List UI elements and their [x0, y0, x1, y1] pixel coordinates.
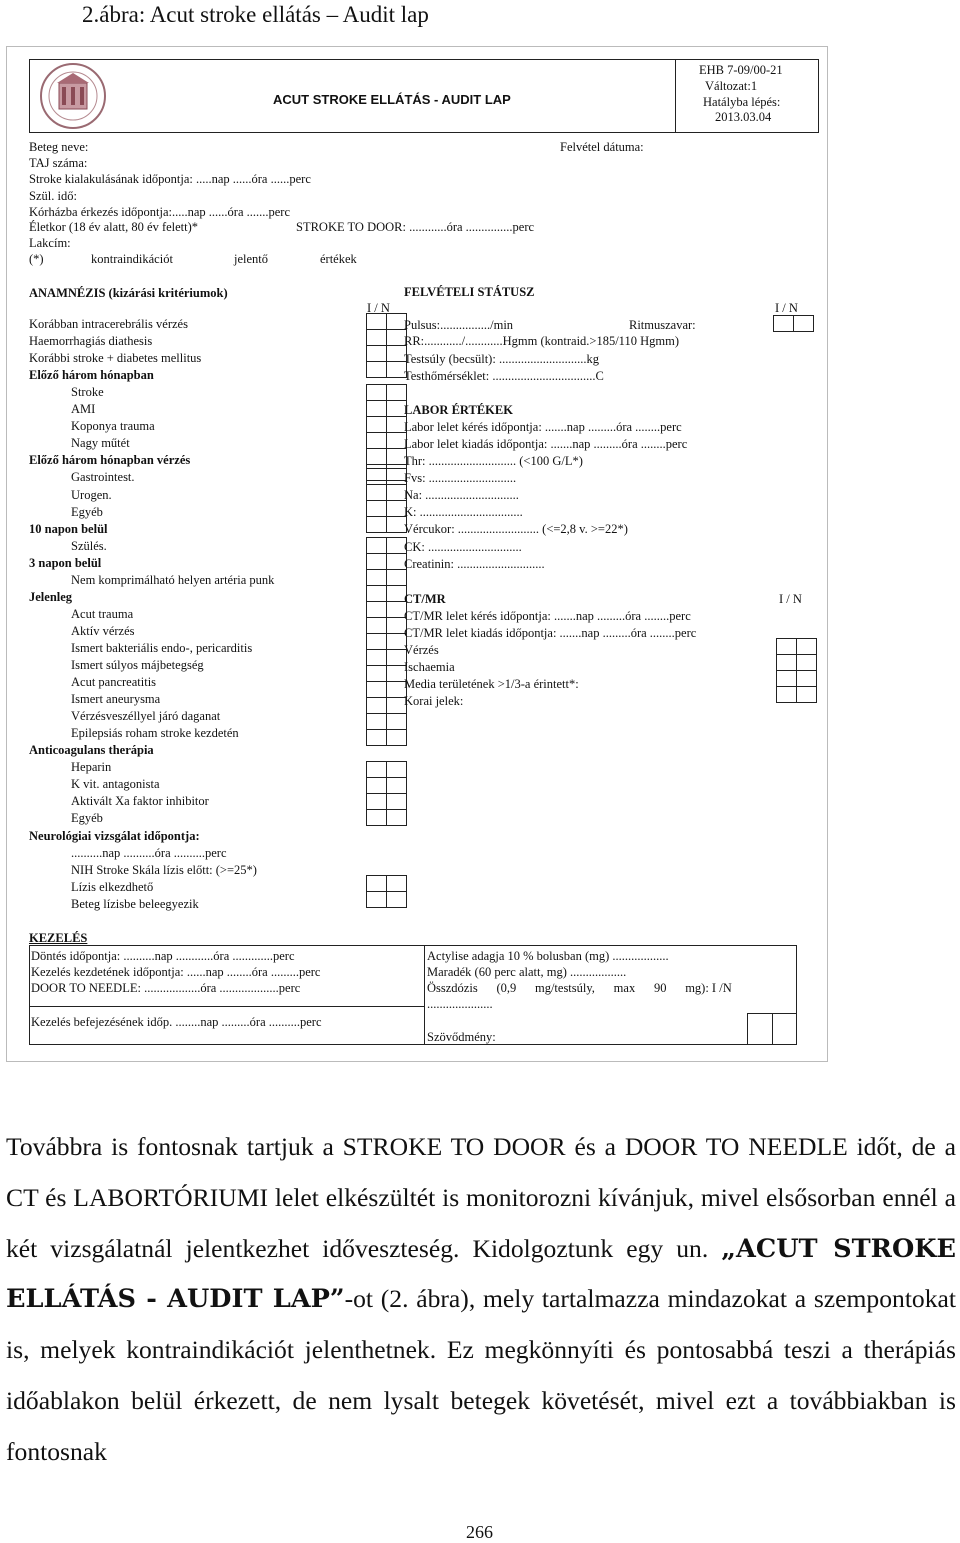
checkbox-cell[interactable]	[366, 891, 387, 908]
anamnezis-item: Aktív vérzés	[71, 624, 135, 638]
anamnezis-title: ANAMNÉZIS (kizárási kritériumok)	[29, 286, 228, 300]
anamnezis-item: Ismert bakteriális endo-, pericarditis	[71, 641, 253, 655]
remainder-dose-field[interactable]: Maradék (60 perc alatt, mg) ..................	[427, 965, 627, 979]
taj-field[interactable]: TAJ száma:	[29, 156, 88, 170]
checkbox-cell[interactable]	[366, 448, 387, 465]
checkbox-cell[interactable]	[386, 384, 407, 401]
anamnezis-item: Egyéb	[71, 811, 103, 825]
checkbox-cell[interactable]	[366, 761, 387, 778]
anamnezis-checkbox-grid-5[interactable]	[367, 602, 407, 746]
birth-field[interactable]: Szül. idő:	[29, 189, 77, 203]
status-in-header: I / N	[775, 301, 798, 315]
anamnezis-item: K vit. antagonista	[71, 777, 160, 791]
anamnezis-item: Epilepsiás roham stroke kezdetén	[71, 726, 239, 740]
checkbox-cell[interactable]	[366, 713, 387, 730]
body-text-part-2: -ot (2. ábra), mely tartalmazza mindazokat a szempontokat is, melyek kontraindikációt jelenthetnek. Ez megkönnyíti és pontosabbá teszi a therápiás időablakon belül érkezett, de nem lysalt betegek követését, mivel ezt a továbbiakban is fontosnak	[6, 1284, 957, 1466]
anamnezis-checkbox-grid-7[interactable]	[367, 876, 407, 908]
checkbox-cell[interactable]	[366, 793, 387, 810]
anamnezis-item: Szülés.	[71, 539, 107, 553]
checkbox-cell[interactable]	[366, 809, 387, 826]
checkbox-cell[interactable]	[366, 665, 387, 682]
checkbox-cell[interactable]	[366, 384, 387, 401]
anamnezis-checkbox-grid-2[interactable]	[367, 385, 407, 481]
anamnezis-item: Vérzésveszéllyel járó daganat	[71, 709, 221, 723]
ctmr-field[interactable]: Korai jelek:	[404, 694, 464, 708]
anamnezis-checkbox-grid-4[interactable]	[367, 538, 407, 602]
age-field[interactable]: Életkor (18 év alatt, 80 év felett)*	[29, 220, 199, 234]
audit-form	[6, 46, 828, 1062]
anamnezis-in-header: I / N	[367, 301, 390, 315]
anamnezis-item: ..........nap ..........óra ..........perc	[71, 846, 227, 860]
anamnezis-item: Korábban intracerebrális vérzés	[29, 317, 188, 331]
legend-text-1: kontraindikációt	[91, 252, 173, 266]
anamnezis-item: Anticoagulans therápia	[29, 743, 154, 757]
checkbox-cell[interactable]	[386, 761, 407, 778]
decision-time-field[interactable]: Döntés időpontja: ..........nap ............óra .............perc	[31, 949, 295, 963]
doc-code: EHB 7-09/00-21	[699, 63, 783, 77]
anamnezis-item: Nagy műtét	[71, 436, 130, 450]
anamnezis-item: Előző három hónapban	[29, 368, 154, 382]
anamnezis-item: 3 napon belül	[29, 556, 102, 570]
checkbox-cell[interactable]	[366, 585, 387, 602]
effective-label: Hatályba lépés:	[703, 95, 781, 109]
checkbox-cell[interactable]	[776, 670, 797, 687]
anamnezis-item: Acut pancreatitis	[71, 675, 157, 689]
checkbox-cell[interactable]	[386, 875, 407, 892]
labor-field[interactable]: Labor lelet kiadás időpontja: .......nap .........óra ........perc	[404, 437, 688, 451]
anamnezis-item: Előző három hónapban vérzés	[29, 453, 191, 467]
arrival-time-field[interactable]: Kórházba érkezés időpontja:.....nap ......óra .......perc	[29, 205, 291, 219]
checkbox-cell[interactable]	[386, 569, 407, 586]
checkbox-cell[interactable]	[366, 516, 387, 533]
checkbox-cell[interactable]	[366, 416, 387, 433]
patient-name-field[interactable]: Beteg neve:	[29, 140, 89, 154]
labor-field[interactable]: Vércukor: .......................... (<=2,8 v. >=22*)	[404, 522, 628, 536]
anamnezis-item: Heparin	[71, 760, 112, 774]
anamnezis-checkbox-grid-1[interactable]	[367, 314, 407, 378]
checkbox-cell[interactable]	[796, 638, 817, 655]
checkbox-cell[interactable]	[366, 361, 387, 378]
ctmr-in-header: I / N	[779, 592, 802, 606]
checkbox-cell[interactable]	[773, 315, 794, 332]
checkbox-cell[interactable]	[366, 649, 387, 666]
treatment-end-field[interactable]: Kezelés befejezésének időp. ........nap .........óra ..........perc	[31, 1015, 322, 1029]
university-seal-icon	[31, 61, 115, 131]
checkbox-cell[interactable]	[366, 553, 387, 570]
checkbox-cell[interactable]	[796, 654, 817, 671]
checkbox-cell[interactable]	[366, 697, 387, 714]
anamnezis-item: NIH Stroke Skála lízis előtt: (>=25*)	[71, 863, 257, 877]
labor-field[interactable]: Labor lelet kérés időpontja: .......nap .........óra ........perc	[404, 420, 682, 434]
page-number: 266	[466, 1522, 493, 1542]
pulse-field[interactable]: Pulsus:................/min	[404, 318, 514, 332]
doc-version: Változat:1	[705, 79, 758, 93]
anamnezis-item: Urogen.	[71, 488, 112, 502]
form-title: ACUT STROKE ELLÁTÁS - AUDIT LAP	[273, 92, 511, 107]
labor-field[interactable]: Na: ..............................	[404, 488, 519, 502]
effective-date: 2013.03.04	[715, 110, 772, 124]
ctmr-field[interactable]: CT/MR lelet kérés időpontja: .......nap .........óra ........perc	[404, 609, 691, 623]
figure-caption: 2.ábra: Acut stroke ellátás – Audit lap	[82, 2, 429, 27]
legend-text-3: értékek	[320, 252, 357, 266]
checkbox-cell[interactable]	[386, 777, 407, 794]
checkbox-cell[interactable]	[366, 617, 387, 634]
anamnezis-item: Jelenleg	[29, 590, 73, 604]
checkbox-cell[interactable]	[366, 313, 387, 330]
door-to-needle-field[interactable]: DOOR TO NEEDLE: ..................óra ...................perc	[31, 981, 301, 995]
checkbox-cell[interactable]	[386, 713, 407, 730]
anamnezis-item: Acut trauma	[71, 607, 134, 621]
legend-text-2: jelentő	[234, 252, 269, 266]
ctmr-field[interactable]: Vérzés	[404, 643, 439, 657]
body-paragraph	[6, 1122, 956, 1478]
checkbox-cell[interactable]	[366, 633, 387, 650]
labor-field[interactable]: Creatinin: ............................	[404, 557, 545, 571]
checkbox-cell[interactable]	[366, 484, 387, 501]
checkbox-cell[interactable]	[386, 729, 407, 746]
status-title: FELVÉTELI STÁTUSZ	[404, 285, 535, 299]
anamnezis-item: Stroke	[71, 385, 104, 399]
rhythm-field[interactable]: Ritmuszavar:	[629, 318, 696, 332]
checkbox-cell[interactable]	[793, 315, 814, 332]
checkbox-cell[interactable]	[366, 345, 387, 362]
labor-field[interactable]: K: .................................	[404, 505, 523, 519]
anamnezis-item: Ismert súlyos májbetegség	[71, 658, 204, 672]
checkbox-cell[interactable]	[386, 891, 407, 908]
ctmr-checkbox-grid[interactable]	[777, 639, 817, 703]
anamnezis-item: Ismert aneurysma	[71, 692, 161, 706]
checkbox-cell[interactable]	[796, 670, 817, 687]
kezeles-title: KEZELÉS	[29, 931, 88, 945]
treatment-start-field[interactable]: Kezelés kezdetének időpontja: ......nap ........óra .........perc	[31, 965, 321, 979]
checkbox-cell[interactable]	[366, 681, 387, 698]
ctmr-field[interactable]: Ischaemia	[404, 660, 455, 674]
labor-field[interactable]: CK: ..............................	[404, 540, 522, 554]
anamnezis-item: Lízis elkezdhető	[71, 880, 154, 894]
checkbox-cell[interactable]	[386, 809, 407, 826]
checkbox-cell[interactable]	[366, 500, 387, 517]
anamnezis-item: Beteg lízisbe beleegyezik	[71, 897, 199, 911]
checkbox-cell[interactable]	[366, 432, 387, 449]
anamnezis-item: Aktivált Xa faktor inhibitor	[71, 794, 209, 808]
labor-field[interactable]: Thr: ............................ (<100 G/L*)	[404, 454, 583, 468]
labor-field[interactable]: Fvs: ............................	[404, 471, 517, 485]
ctmr-title: CT/MR	[404, 592, 446, 606]
anamnezis-item: Nem komprimálható helyen artéria punk	[71, 573, 275, 587]
checkbox-cell[interactable]	[796, 686, 817, 703]
complication-field[interactable]: Szövődmény:	[427, 1030, 496, 1044]
anamnezis-item: Egyéb	[71, 505, 103, 519]
rr-field[interactable]: RR:............/............Hgmm (kontraid.>185/110 Hgmm)	[404, 334, 679, 348]
checkbox-cell[interactable]	[366, 468, 387, 485]
checkbox-cell[interactable]	[386, 793, 407, 810]
checkbox-cell[interactable]	[776, 638, 797, 655]
total-dose-field[interactable]: Összdózis (0,9 mg/testsúly, max 90 mg): I /N	[427, 981, 732, 995]
checkbox-cell[interactable]	[366, 601, 387, 618]
anamnezis-item: Korábbi stroke + diabetes mellitus	[29, 351, 202, 365]
status-checkbox-grid[interactable]	[774, 316, 814, 332]
total-dose-dots: .....................	[427, 997, 493, 1011]
labor-title: LABOR ÉRTÉKEK	[404, 403, 513, 417]
temperature-field[interactable]: Testhőmérséklet: .................................C	[404, 369, 604, 383]
weight-field[interactable]: Testsúly (becsült): ............................kg	[404, 352, 599, 366]
checkbox-cell[interactable]	[776, 654, 797, 671]
admission-date-field[interactable]: Felvétel dátuma:	[560, 140, 644, 154]
checkbox-cell[interactable]	[366, 875, 387, 892]
legend-mark: (*)	[29, 252, 44, 266]
anamnezis-checkbox-grid-6[interactable]	[367, 762, 407, 826]
anamnezis-checkbox-grid-3[interactable]	[367, 469, 407, 533]
ctmr-field[interactable]: Media területének >1/3-a érintett*:	[404, 677, 579, 691]
bolus-dose-field[interactable]: Actylise adagja 10 % bolusban (mg) ..................	[427, 949, 669, 963]
ctmr-field[interactable]: CT/MR lelet kiadás időpontja: .......nap .........óra ........perc	[404, 626, 697, 640]
checkbox-cell[interactable]	[366, 569, 387, 586]
checkbox-cell[interactable]	[366, 729, 387, 746]
checkbox-cell[interactable]	[366, 329, 387, 346]
anamnezis-item: Gastrointest.	[71, 470, 135, 484]
onset-time-field[interactable]: Stroke kialakulásának időpontja: .....nap ......óra ......perc	[29, 172, 311, 186]
anamnezis-item: Haemorrhagiás diathesis	[29, 334, 153, 348]
anamnezis-item: Koponya trauma	[71, 419, 155, 433]
anamnezis-item: AMI	[71, 402, 96, 416]
address-field[interactable]: Lakcím:	[29, 236, 71, 250]
body-form-name: „ACUT STROKE ELLÁTÁS - AUDIT LAP”	[6, 1233, 956, 1315]
checkbox-cell[interactable]	[366, 777, 387, 794]
body-text-part-1: Továbbra is fontosnak tartjuk a STROKE TO DOOR és a DOOR TO NEEDLE időt, de a CT és LABORTÓRIUMI lelet elkészültét is monitorozni kívánjuk, mivel elsősorban ennél a két vizsgálatnál jelentkezhet időveszteség. Kidolgoztunk egy un.	[6, 1132, 956, 1263]
stroke-to-door-field[interactable]: STROKE TO DOOR: ............óra ...............perc	[296, 220, 535, 234]
anamnezis-item: 10 napon belül	[29, 522, 108, 536]
anamnezis-item: Neurológiai vizsgálat időpontja:	[29, 829, 200, 843]
checkbox-cell[interactable]	[776, 686, 797, 703]
checkbox-cell[interactable]	[366, 537, 387, 554]
checkbox-cell[interactable]	[366, 400, 387, 417]
